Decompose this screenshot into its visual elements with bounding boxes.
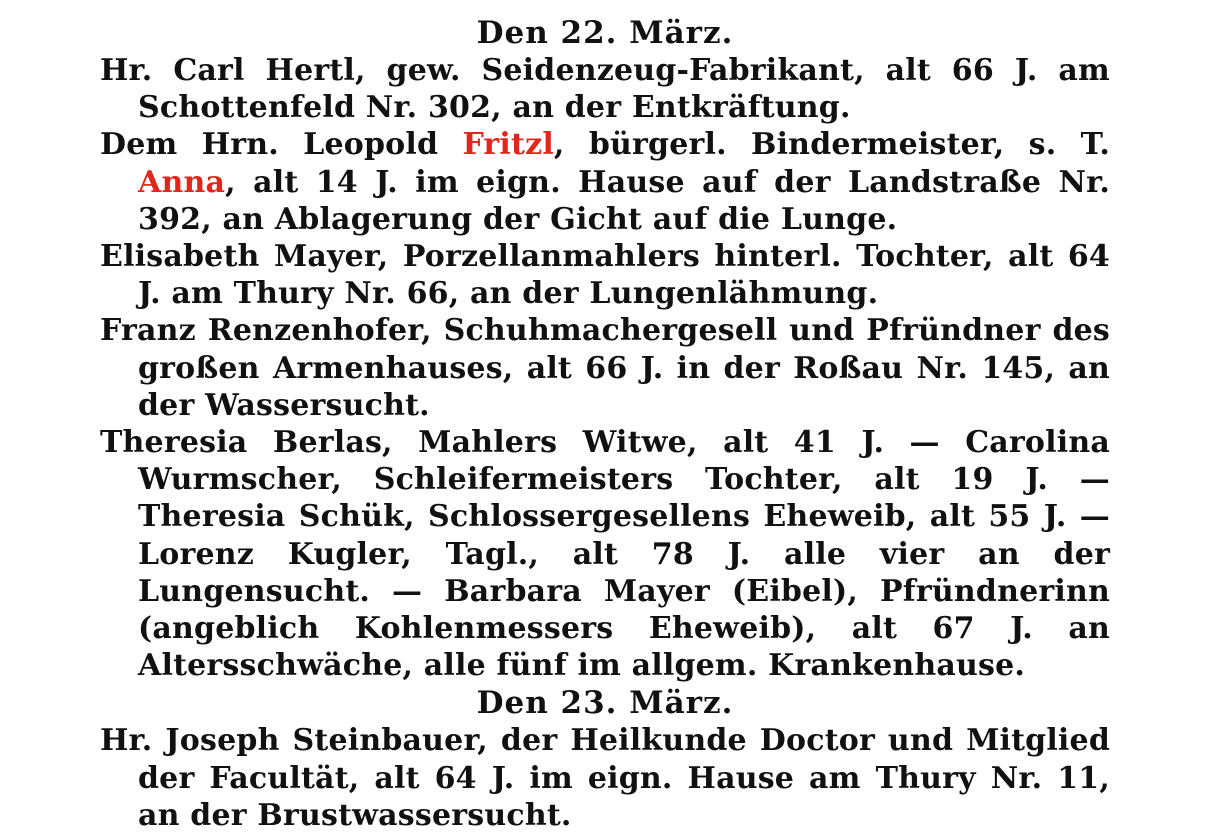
entry-fritzl-mid: , bürgerl. Bindermeister, s. T. [553,127,1110,163]
entry-fritzl-pre: Dem Hrn. Leopold [100,127,463,163]
date-heading-march-23: Den 23. März. [476,685,734,722]
death-register-page [100,14,1110,834]
entry-franz-renzenhofer: Franz Renzenhofer, Schuhmachergesell und Pfründner des großen Armenhauses, alt 66 J. in der Roßau Nr. 145, an der Wassersucht. [100,313,1110,423]
date-heading-march-22: Den 22. März. [476,15,734,51]
entry-elisabeth-mayer: Elisabeth Mayer, Porzellanmahlers hinterl. Tochter, alt 64 J. am Thury Nr. 66, an der Lungenlähmung. [100,239,1110,312]
entry-theresia-berlas-group: Theresia Berlas, Mahlers Witwe, alt 41 J. — Carolina Wurmscher, Schleifermeisters Tochter, alt 19 J. — Theresia Schük, Schlossergesellens Eheweib, alt 55 J. — Lorenz Kugler, Tagl., alt 78 J. alle vier an der Lungensucht. — Barbara Mayer (Eibel), Pfründnerinn (angeblich Kohlenmessers Eheweib), alt 67 J. an Altersschwäche, alle fünf im allgem. Krankenhause. [100,425,1110,684]
entry-fritzl [100,126,1110,238]
highlighted-name-anna: Anna [138,164,226,200]
entry-joseph-steinbauer: Hr. Joseph Steinbauer, der Heilkunde Doctor und Mitglied der Facultät, alt 64 J. im eign. Hause am Thury Nr. 11, an der Brustwassersucht. [100,723,1110,833]
entry-carl-hertl: Hr. Carl Hertl, gew. Seidenzeug-Fabrikant, alt 66 J. am Schottenfeld Nr. 302, an der Entkräftung. [100,53,1110,126]
entry-fritzl-post: , alt 14 J. im eign. Hause auf der Landstraße Nr. 392, an Ablagerung der Gicht auf die Lunge. [138,164,1110,237]
highlighted-name-fritzl: Fritzl [462,127,554,163]
